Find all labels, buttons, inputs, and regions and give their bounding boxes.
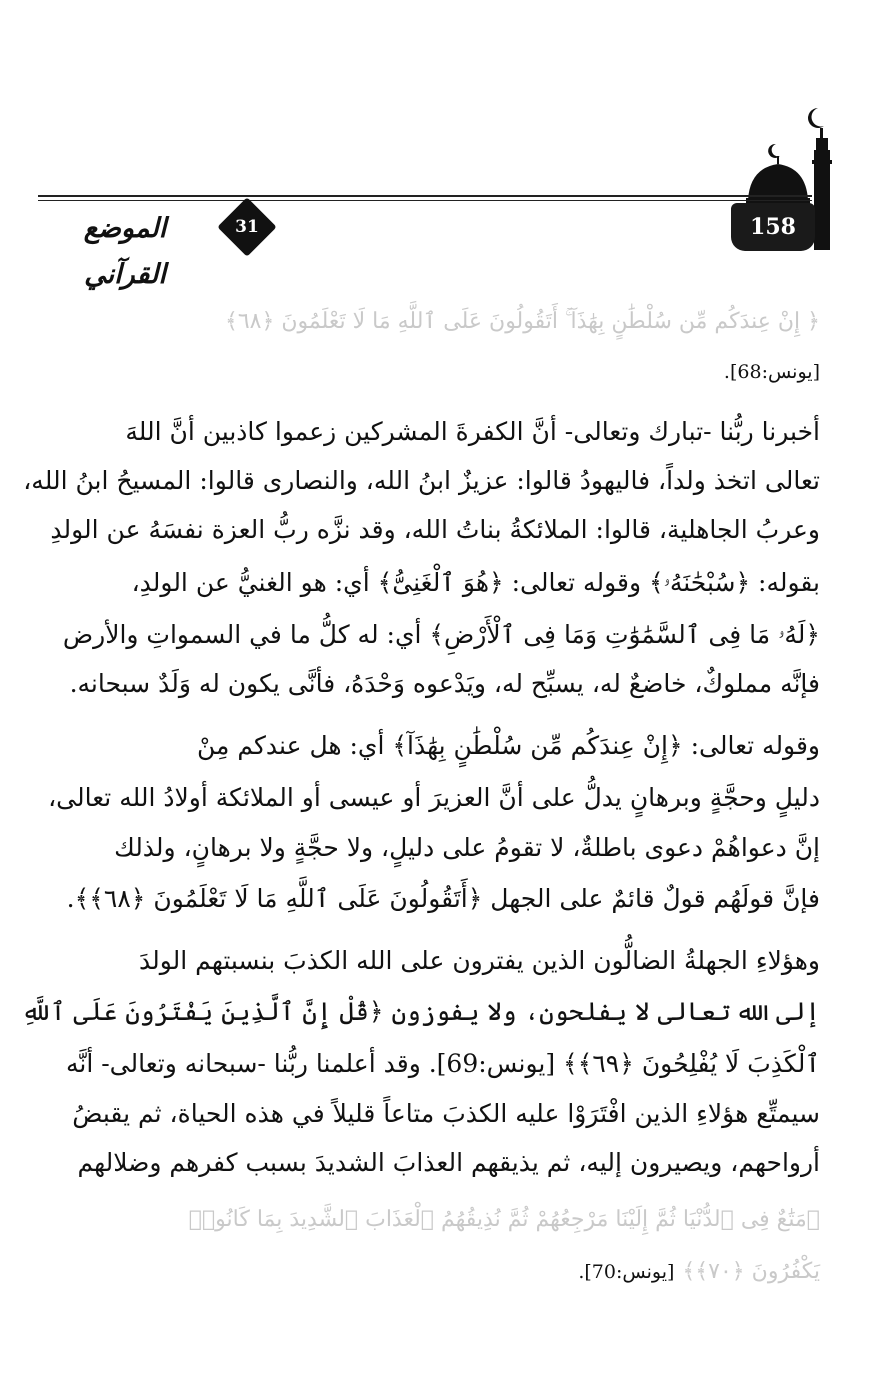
faint-verse: ﴿ إِنْ عِندَكُم مِّن سُلْطَٰنٍ بِهَٰذَآ ۚ أَتَقُولُونَ عَلَى ٱللَّهِ مَا لَا تَعْلَمُونَ ﴿٦٨﴾ bbox=[224, 309, 820, 334]
body-line-6: بقوله: ﴿سُبْحَٰنَهُۥ﴾ وقوله تعالى: ﴿هُوَ ٱلْغَنِىُّ﴾ أي: هو الغنيُّ عن الولدِ، bbox=[131, 568, 820, 597]
body-line-7: ﴿لَهُۥ مَا فِى ٱلسَّمَٰوَٰتِ وَمَا فِى ٱلْأَرْضِ﴾ أي: له كلُّ ما في السمواتِ والأرض bbox=[62, 620, 820, 649]
chapter-title: الموضع القرآني bbox=[83, 213, 167, 290]
section-number: 31 bbox=[235, 217, 259, 237]
page-number: 158 bbox=[731, 203, 815, 251]
body-line-11: إنَّ دعواهُمْ دعوى باطلةٌ، لا تقومُ على دليلٍ، ولا حجَّةٍ ولا برهانٍ، ولذلك bbox=[114, 833, 820, 862]
page-header bbox=[0, 0, 872, 290]
body-line-2: [يونس:68]. bbox=[723, 361, 820, 383]
body-line-4: تعالى اتخذ ولداً، فاليهودُ قالوا: عزيزٌ ابنُ الله، والنصارى قالوا: المسيحُ ابنُ الله، bbox=[23, 466, 820, 495]
body-line-10: دليلٍ وحجَّةٍ وبرهانٍ يدلُّ على أنَّ العزيرَ أو عيسى أو الملائكة أولادُ الله تعالى، bbox=[48, 783, 820, 812]
body-line-12: فإنَّ قولَهُم قولٌ قائمٌ على الجهل ﴿أَتَقُولُونَ عَلَى ٱللَّهِ مَا لَا تَعْلَمُونَ ﴿٦٨﴾﴾. bbox=[66, 884, 820, 913]
body-line-16: سيمتِّع هؤلاءِ الذين افْتَرَوْا عليه الكذبَ متاعاً قليلاً في هذه الحياة، ثم يقبضُ bbox=[72, 1099, 820, 1128]
body-line-1 bbox=[52, 298, 820, 344]
body-line-17: أرواحهم، ويصيرون إليه، ثم يذيقهم العذابَ الشديدَ بسبب كفرهم وضلالهم bbox=[77, 1148, 820, 1177]
body-line-19 bbox=[52, 1248, 820, 1294]
body-line-13: وهؤلاءِ الجهلةُ الضالُّون الذين يفترون على الله الكذبَ بنسبتهم الولدَ bbox=[139, 946, 820, 975]
body-line-9: وقوله تعالى: ﴿إِنْ عِندَكُم مِّن سُلْطَٰنٍ بِهَٰذَآ﴾ أي: هل عندكم مِنْ bbox=[197, 731, 820, 760]
header-rule bbox=[38, 195, 812, 197]
body-line-3: أخبرنا ربُّنا -تبارك وتعالى- أنَّ الكفرةَ المشركين زعموا كاذبين أنَّ اللهَ bbox=[125, 417, 820, 446]
faint-verse: ﴿مَتَٰعٌ فِى ٱلدُّنْيَا ثُمَّ إِلَيْنَا مَرْجِعُهُمْ ثُمَّ نُذِيقُهُمُ ٱلْعَذَابَ ٱلشَّدِيدَ بِمَا كَانُوا۟ bbox=[188, 1207, 820, 1232]
section-number-badge bbox=[218, 201, 276, 253]
body-line-8: فإنَّه مملوكٌ، خاضعٌ له، يسبِّح له، ويَدْعوه وَحْدَهُ، فأنَّى يكون له وَلَدٌ سبحانه. bbox=[69, 669, 820, 698]
body-line-14: إلى الله تعالى لا يفلحون، ولا يفوزون ﴿قُلْ إِنَّ ٱلَّذِينَ يَفْتَرُونَ عَلَى ٱللَّهِ bbox=[21, 997, 820, 1026]
verse-reference: [يونس:70]. bbox=[578, 1261, 675, 1283]
faint-verse-end: يَكْفُرُونَ ﴿٧٠﴾﴾ bbox=[682, 1259, 820, 1284]
body-line-5: وعربُ الجاهلية، قالوا: الملائكةُ بناتُ الله، وقد نزَّه ربُّ العزة نفسَهُ عن الولدِ bbox=[50, 515, 820, 544]
body-line-15: ٱلْكَذِبَ لَا يُفْلِحُونَ ﴿٦٩﴾﴾ [يونس:69]. وقد أعلمنا ربُّنا -سبحانه وتعالى- أنَّه bbox=[65, 1049, 820, 1078]
header-rule-thin bbox=[38, 200, 812, 201]
body-line-18 bbox=[52, 1196, 820, 1242]
